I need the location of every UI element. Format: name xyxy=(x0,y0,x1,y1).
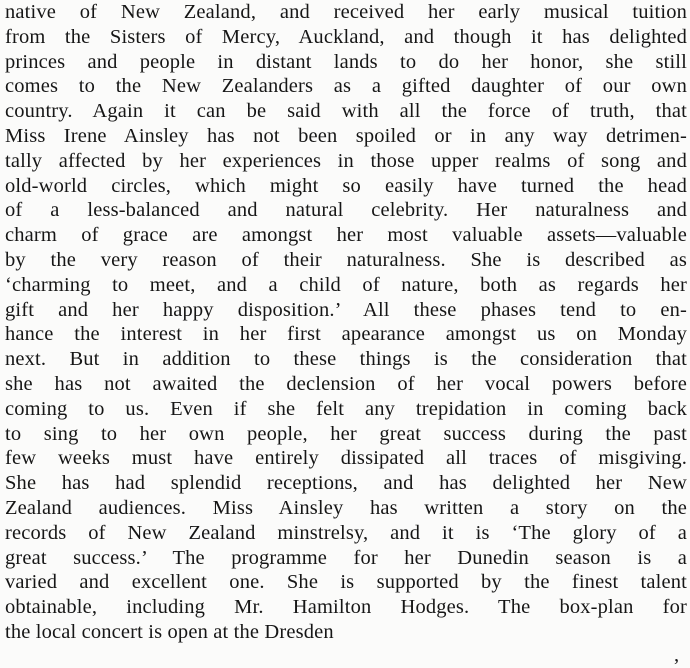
text-line-2: from the Sisters of Mercy, Auckland, and though it has delighted xyxy=(5,25,687,48)
text-line-10: charm of grace are amongst her most valuable assets—valuable xyxy=(5,224,687,247)
text-line-3: princes and people in distant lands to do her honor, she still xyxy=(5,50,687,73)
text-line-16: she has not awaited the declension of her vocal powers before xyxy=(5,372,687,395)
text-line-1: native of New Zealand, and received her early musical tuition xyxy=(5,1,687,23)
text-line-5: country. Again it can be said with all the force of truth, that xyxy=(5,100,687,123)
text-line-14: hance the interest in her first apearance amongst us on Monday xyxy=(5,323,687,346)
text-line-11: by the very reason of their naturalness. She is described as xyxy=(5,248,687,271)
text-line-23: great success.’ The programme for her Dunedin season is a xyxy=(5,546,687,569)
text-line-4: comes to the New Zealanders as a gifted daughter of our own xyxy=(5,75,687,98)
text-line-9: of a less-balanced and natural celebrity. Her naturalness and xyxy=(5,199,687,222)
trailing-punctuation: , xyxy=(674,644,680,666)
text-line-26: the local concert is open at the Dresden xyxy=(5,620,334,643)
text-line-15: next. But in addition to these things is the consideration that xyxy=(5,348,687,371)
text-line-17: coming to us. Even if she felt any trepidation in coming back xyxy=(5,397,687,420)
text-line-20: She has had splendid receptions, and has delighted her New xyxy=(5,472,687,495)
text-line-22: records of New Zealand minstrelsy, and it is ‘The glory of a xyxy=(5,521,687,544)
text-line-8: old-world circles, which might so easily have turned the head xyxy=(5,174,687,197)
text-line-6: Miss Irene Ainsley has not been spoiled or in any way detrimen- xyxy=(5,124,687,147)
article-body xyxy=(5,0,687,645)
text-line-21: Zealand audiences. Miss Ainsley has written a story on the xyxy=(5,496,687,519)
text-line-13: gift and her happy disposition.’ All these phases tend to en- xyxy=(5,298,687,321)
text-line-24: varied and excellent one. She is supported by the finest talent xyxy=(5,571,687,594)
text-line-18: to sing to her own people, her great success during the past xyxy=(5,422,687,445)
text-line-12: ‘charming to meet, and a child of nature, both as regards her xyxy=(5,273,687,296)
text-line-19: few weeks must have entirely dissipated all traces of misgiving. xyxy=(5,447,687,470)
text-line-25: obtainable, including Mr. Hamilton Hodges. The box-plan for xyxy=(5,596,687,619)
text-line-7: tally affected by her experiences in those upper realms of song and xyxy=(5,149,687,172)
